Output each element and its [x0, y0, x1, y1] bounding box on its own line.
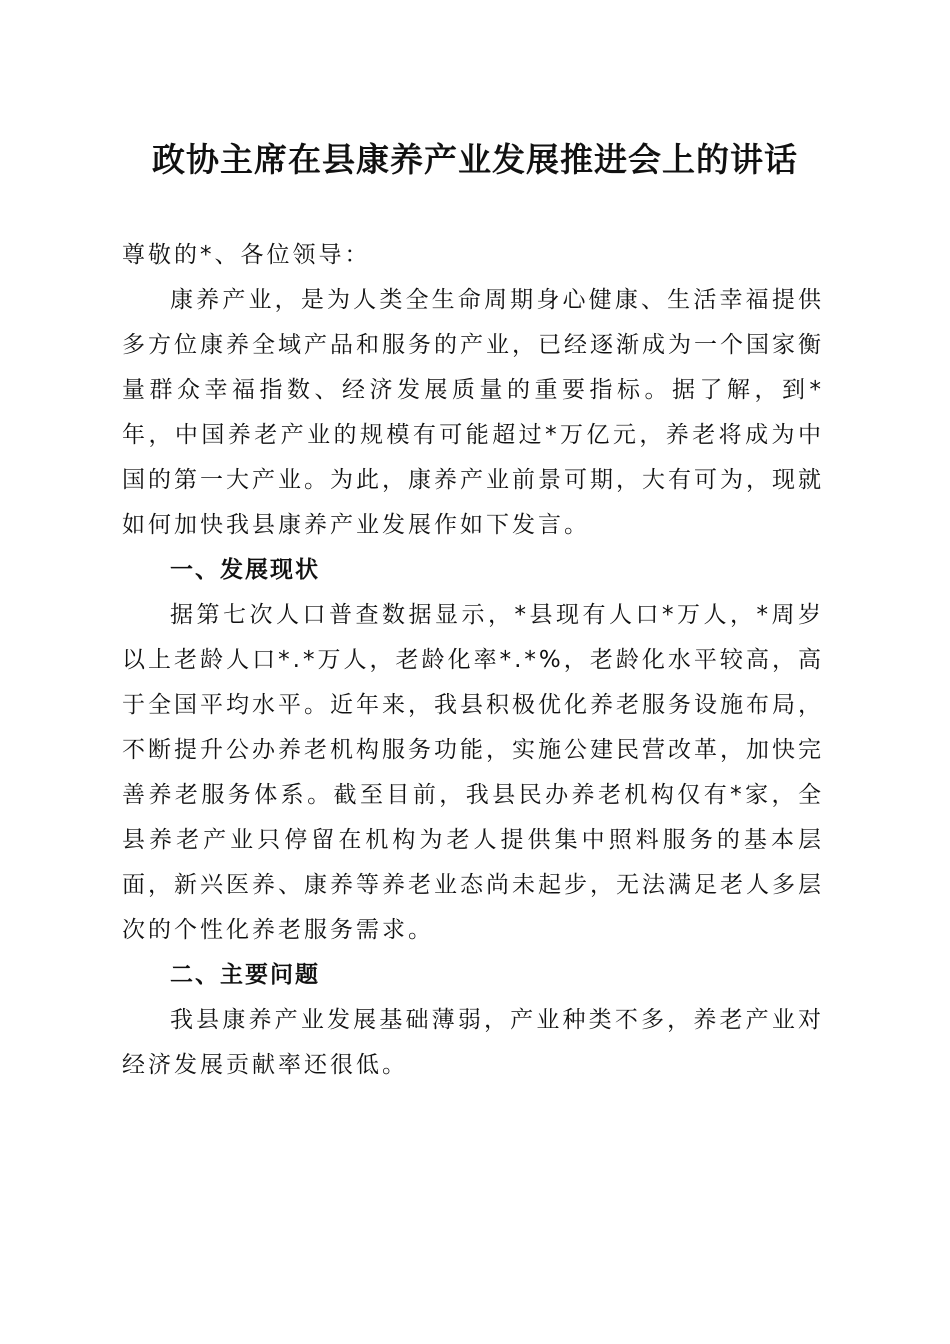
paragraph-intro: 康养产业，是为人类全生命周期身心健康、生活幸福提供多方位康养全域产品和服务的产业，已经逐渐成为一个国家衡量群众幸福指数、经济发展质量的重要指标。据了解，到*年，中国养老产业的规模有可能超过*万亿元，养老将成为中国的第一大产业。为此，康养产业前景可期，大有可为，现就如何加快我县康养产业发展作如下发言。 [122, 287, 824, 538]
salutation: 尊敬的*、各位领导： [122, 242, 371, 268]
section-heading-main-problems: 二、主要问题 [170, 962, 320, 988]
paragraph-current-status: 据第七次人口普查数据显示，*县现有人口*万人，*周岁以上老龄人口*.*万人，老龄化率*.*%，老龄化水平较高，高于全国平均水平。近年来，我县积极优化养老服务设施布局，不断提升公办养老机构服务功能，实施公建民营改革，加快完善养老服务体系。截至目前，我县民办养老机构仅有*家，全县养老产业只停留在机构为老人提供集中照料服务的基本层面，新兴医养、康养等养老业态尚未起步，无法满足老人多层次的个性化养老服务需求。 [122, 602, 824, 943]
document-title: 政协主席在县康养产业发展推进会上的讲话 [152, 140, 798, 179]
document-body [122, 233, 824, 1088]
paragraph-main-problems: 我县康养产业发展基础薄弱，产业种类不多，养老产业对经济发展贡献率还很低。 [122, 1007, 824, 1078]
section-heading-current-status: 一、发展现状 [170, 557, 320, 583]
